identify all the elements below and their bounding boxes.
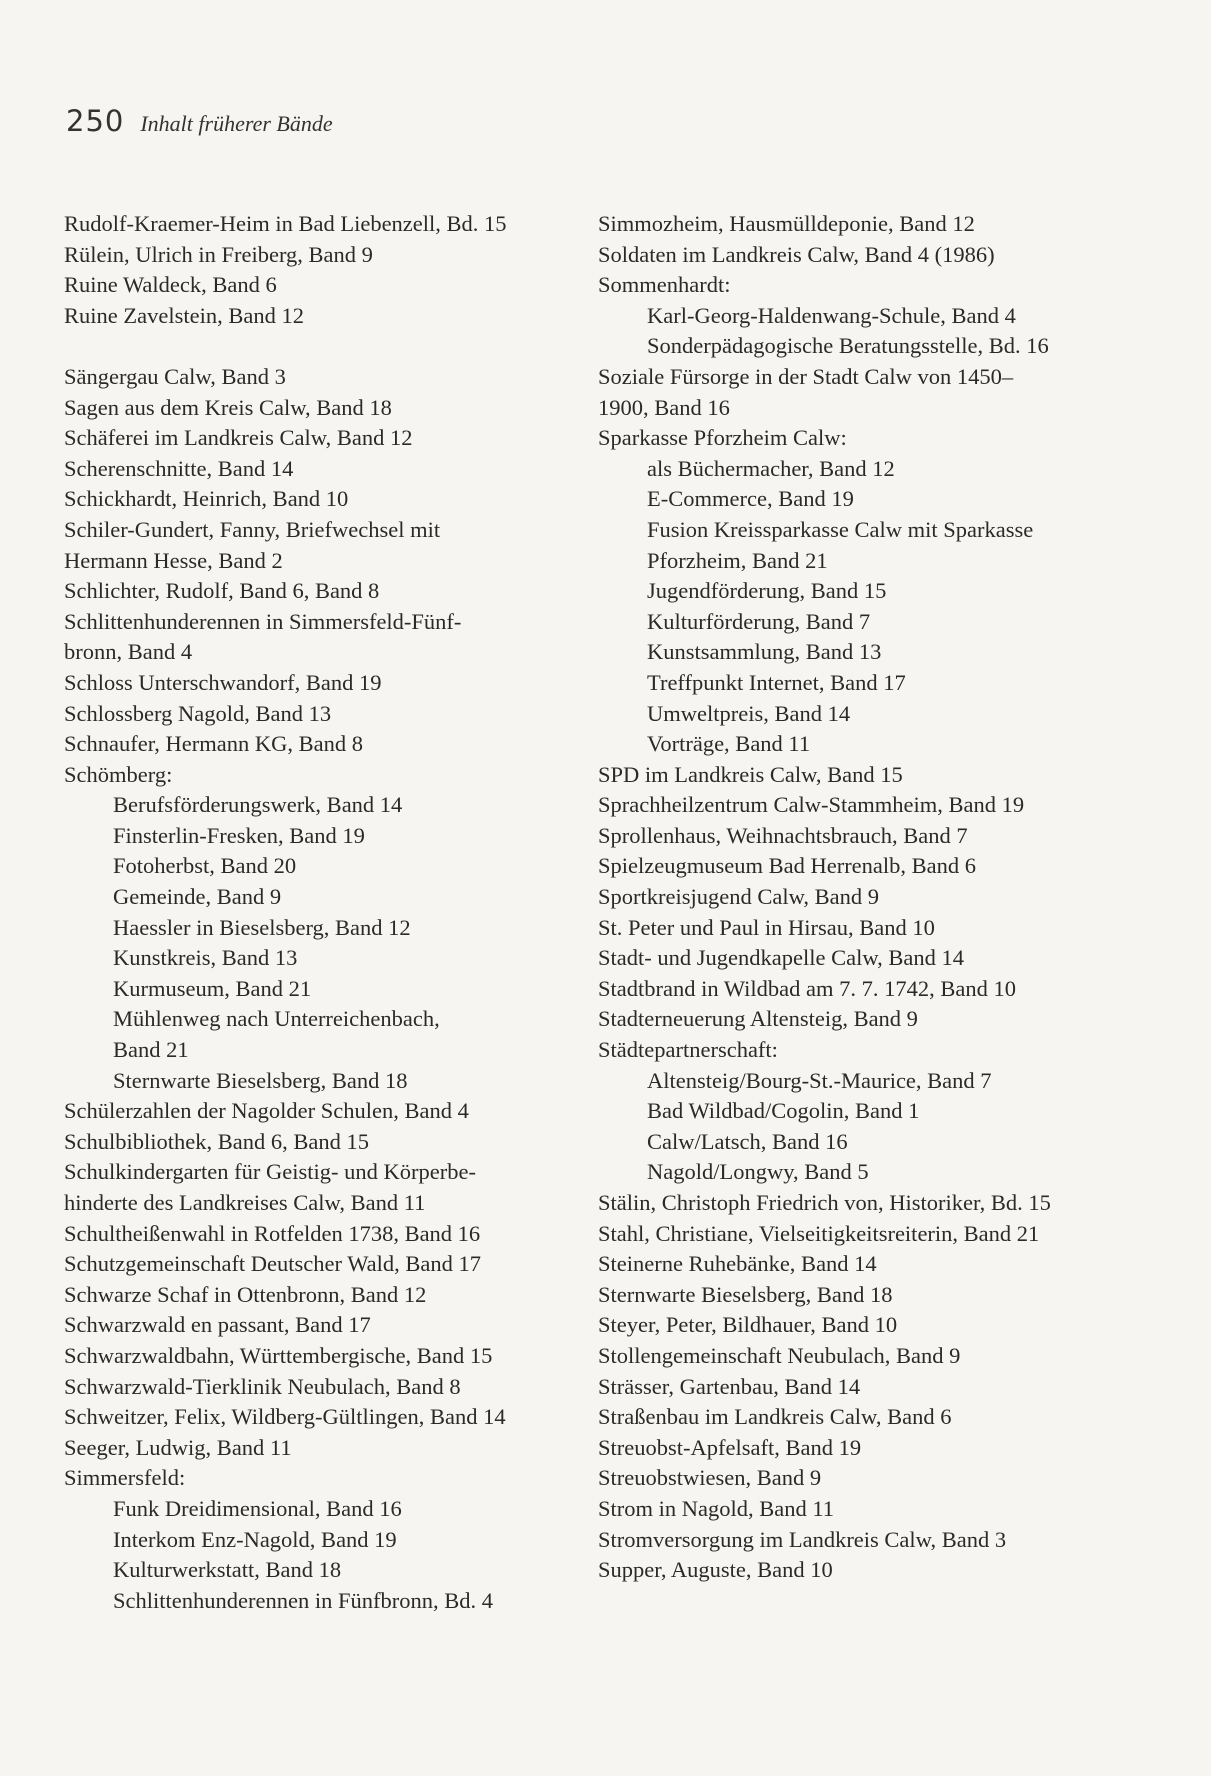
index-subentry: Funk Dreidimensional, Band 16 bbox=[113, 1495, 402, 1521]
index-entry: Sternwarte Bieselsberg, Band 18 bbox=[598, 1281, 893, 1307]
index-subentry: Altensteig/Bourg-St.-Maurice, Band 7 bbox=[647, 1067, 992, 1093]
index-subentry: E-Commerce, Band 19 bbox=[647, 486, 854, 512]
index-entry: Soldaten im Landkreis Calw, Band 4 (1986) bbox=[598, 241, 995, 267]
index-entry: Steyer, Peter, Bildhauer, Band 10 bbox=[598, 1312, 898, 1338]
index-entry: Schnaufer, Hermann KG, Band 8 bbox=[64, 731, 364, 757]
index-entry-continuation: bronn, Band 4 bbox=[64, 639, 193, 665]
index-group-heading: Schömberg: bbox=[64, 761, 173, 787]
index-entry: Schweitzer, Felix, Wildberg-Gültlingen, Band 14 bbox=[64, 1404, 506, 1430]
index-entry: Stadt- und Jugendkapelle Calw, Band 14 bbox=[598, 945, 964, 971]
index-entry: Schäferei im Landkreis Calw, Band 12 bbox=[64, 425, 413, 451]
index-entry: Sagen aus dem Kreis Calw, Band 18 bbox=[64, 394, 392, 420]
index-entry: Schlittenhunderennen in Simmersfeld-Fünf- bbox=[64, 608, 462, 634]
index-subentry: Calw/Latsch, Band 16 bbox=[647, 1128, 848, 1154]
index-entry-continuation: hinderte des Landkreises Calw, Band 11 bbox=[64, 1190, 426, 1215]
index-entry: Schülerzahlen der Nagolder Schulen, Band 4 bbox=[64, 1098, 469, 1124]
index-group-heading: Sommenhardt: bbox=[598, 272, 731, 298]
index-entry: Strom in Nagold, Band 11 bbox=[598, 1495, 835, 1521]
index-column-left bbox=[64, 209, 584, 1616]
index-subentry: Schlittenhunderennen in Fünfbronn, Bd. 4 bbox=[113, 1587, 493, 1613]
index-entry: Schwarze Schaf in Ottenbronn, Band 12 bbox=[64, 1281, 427, 1307]
index-entry: St. Peter und Paul in Hirsau, Band 10 bbox=[598, 914, 935, 940]
index-subentry: Sonderpädagogische Beratungsstelle, Bd. 16 bbox=[647, 333, 1049, 359]
index-entry-continuation: Hermann Hesse, Band 2 bbox=[64, 547, 283, 573]
index-subentry: Berufsförderungswerk, Band 14 bbox=[113, 792, 403, 818]
page-number: 250 bbox=[66, 104, 125, 138]
index-subentry: Nagold/Longwy, Band 5 bbox=[647, 1159, 869, 1185]
index-entry: Schickhardt, Heinrich, Band 10 bbox=[64, 486, 349, 512]
index-entry: Schulbibliothek, Band 6, Band 15 bbox=[64, 1128, 369, 1154]
index-subentry: Bad Wildbad/Cogolin, Band 1 bbox=[647, 1098, 920, 1124]
index-entry: Stälin, Christoph Friedrich von, Historiker, Bd. 15 bbox=[598, 1190, 1051, 1215]
index-entry: Stadtbrand in Wildbad am 7. 7. 1742, Band 10 bbox=[598, 975, 1017, 1001]
index-entry: Sportkreisjugend Calw, Band 9 bbox=[598, 884, 880, 910]
index-entry-continuation: 1900, Band 16 bbox=[598, 394, 730, 420]
index-entry: Streuobstwiesen, Band 9 bbox=[598, 1465, 822, 1491]
index-entry: Stromversorgung im Landkreis Calw, Band 3 bbox=[598, 1526, 1007, 1552]
index-subentry: Kunstsammlung, Band 13 bbox=[647, 639, 882, 665]
index-entry: Spielzeugmuseum Bad Herrenalb, Band 6 bbox=[598, 853, 977, 879]
index-group-heading: Simmersfeld: bbox=[64, 1465, 186, 1491]
index-entry: SPD im Landkreis Calw, Band 15 bbox=[598, 761, 903, 787]
index-entry: Supper, Auguste, Band 10 bbox=[598, 1557, 833, 1583]
index-subentry-continuation: Band 21 bbox=[113, 1037, 189, 1063]
index-entry: Sprollenhaus, Weihnachtsbrauch, Band 7 bbox=[598, 822, 968, 848]
index-subentry: Kulturförderung, Band 7 bbox=[647, 608, 871, 634]
index-subentry: Sternwarte Bieselsberg, Band 18 bbox=[113, 1067, 408, 1093]
index-entry: Schultheißenwahl in Rotfelden 1738, Band 16 bbox=[64, 1220, 481, 1246]
index-entry: Steinerne Ruhebänke, Band 14 bbox=[598, 1251, 877, 1277]
index-entry: Schwarzwald-Tierklinik Neubulach, Band 8 bbox=[64, 1373, 461, 1399]
index-subentry: Fusion Kreissparkasse Calw mit Sparkasse bbox=[647, 516, 1034, 542]
running-title: Inhalt früherer Bände bbox=[140, 111, 333, 136]
index-entry: Schulkindergarten für Geistig- und Körperbe- bbox=[64, 1159, 476, 1185]
index-subentry: Fotoherbst, Band 20 bbox=[113, 853, 297, 879]
index-group-heading: Sparkasse Pforzheim Calw: bbox=[598, 425, 847, 451]
index-subentry: Kurmuseum, Band 21 bbox=[113, 975, 312, 1001]
index-entry: Seeger, Ludwig, Band 11 bbox=[64, 1434, 292, 1460]
index-entry: Ruine Zavelstein, Band 12 bbox=[64, 302, 304, 328]
index-entry: Schwarzwaldbahn, Württembergische, Band 15 bbox=[64, 1342, 493, 1368]
index-entry: Stadterneuerung Altensteig, Band 9 bbox=[598, 1006, 918, 1032]
index-subentry: Gemeinde, Band 9 bbox=[113, 884, 282, 910]
index-group-heading: Städtepartnerschaft: bbox=[598, 1037, 778, 1063]
index-entry: Schloss Unterschwandorf, Band 19 bbox=[64, 669, 382, 695]
index-entry: Ruine Waldeck, Band 6 bbox=[64, 272, 277, 298]
index-entry: Simmozheim, Hausmülldeponie, Band 12 bbox=[598, 211, 975, 236]
page-header bbox=[66, 104, 333, 148]
index-subentry: Kunstkreis, Band 13 bbox=[113, 945, 298, 971]
index-subentry: Treffpunkt Internet, Band 17 bbox=[647, 669, 906, 695]
section-gap bbox=[64, 331, 584, 362]
index-entry: Stahl, Christiane, Vielseitigkeitsreiterin, Band 21 bbox=[598, 1220, 1040, 1246]
index-entry: Strässer, Gartenbau, Band 14 bbox=[598, 1373, 861, 1399]
index-subentry: Jugendförderung, Band 15 bbox=[647, 578, 887, 604]
index-entry: Scherenschnitte, Band 14 bbox=[64, 455, 294, 481]
index-entry: Schlichter, Rudolf, Band 6, Band 8 bbox=[64, 578, 380, 604]
index-entry: Schlossberg Nagold, Band 13 bbox=[64, 700, 332, 726]
index-entry: Sprachheilzentrum Calw-Stammheim, Band 19 bbox=[598, 792, 1025, 818]
index-subentry: Vorträge, Band 11 bbox=[647, 731, 811, 757]
index-entry: Stollengemeinschaft Neubulach, Band 9 bbox=[598, 1342, 961, 1368]
index-subentry: Umweltpreis, Band 14 bbox=[647, 700, 851, 726]
index-entry: Schutzgemeinschaft Deutscher Wald, Band 17 bbox=[64, 1251, 482, 1277]
index-entry: Schiler-Gundert, Fanny, Briefwechsel mit bbox=[64, 516, 441, 542]
index-subentry: Karl-Georg-Haldenwang-Schule, Band 4 bbox=[647, 302, 1016, 328]
index-subentry: als Büchermacher, Band 12 bbox=[647, 455, 895, 481]
index-entry: Schwarzwald en passant, Band 17 bbox=[64, 1312, 371, 1338]
index-entry: Streuobst-Apfelsaft, Band 19 bbox=[598, 1434, 862, 1460]
index-subentry: Interkom Enz-Nagold, Band 19 bbox=[113, 1526, 397, 1552]
index-subentry-continuation: Pforzheim, Band 21 bbox=[647, 547, 828, 573]
index-entry: Soziale Fürsorge in der Stadt Calw von 1450– bbox=[598, 363, 1014, 389]
index-column-right bbox=[598, 209, 1198, 1586]
index-subentry: Haessler in Bieselsberg, Band 12 bbox=[113, 914, 411, 940]
index-subentry: Mühlenweg nach Unterreichenbach, bbox=[113, 1006, 440, 1032]
index-entry: Rudolf-Kraemer-Heim in Bad Liebenzell, Bd. 15 bbox=[64, 211, 507, 236]
index-subentry: Kulturwerkstatt, Band 18 bbox=[113, 1557, 342, 1583]
index-entry: Rülein, Ulrich in Freiberg, Band 9 bbox=[64, 241, 373, 267]
index-entry: Sängergau Calw, Band 3 bbox=[64, 363, 286, 389]
index-entry: Straßenbau im Landkreis Calw, Band 6 bbox=[598, 1404, 952, 1430]
index-subentry: Finsterlin-Fresken, Band 19 bbox=[113, 822, 365, 848]
